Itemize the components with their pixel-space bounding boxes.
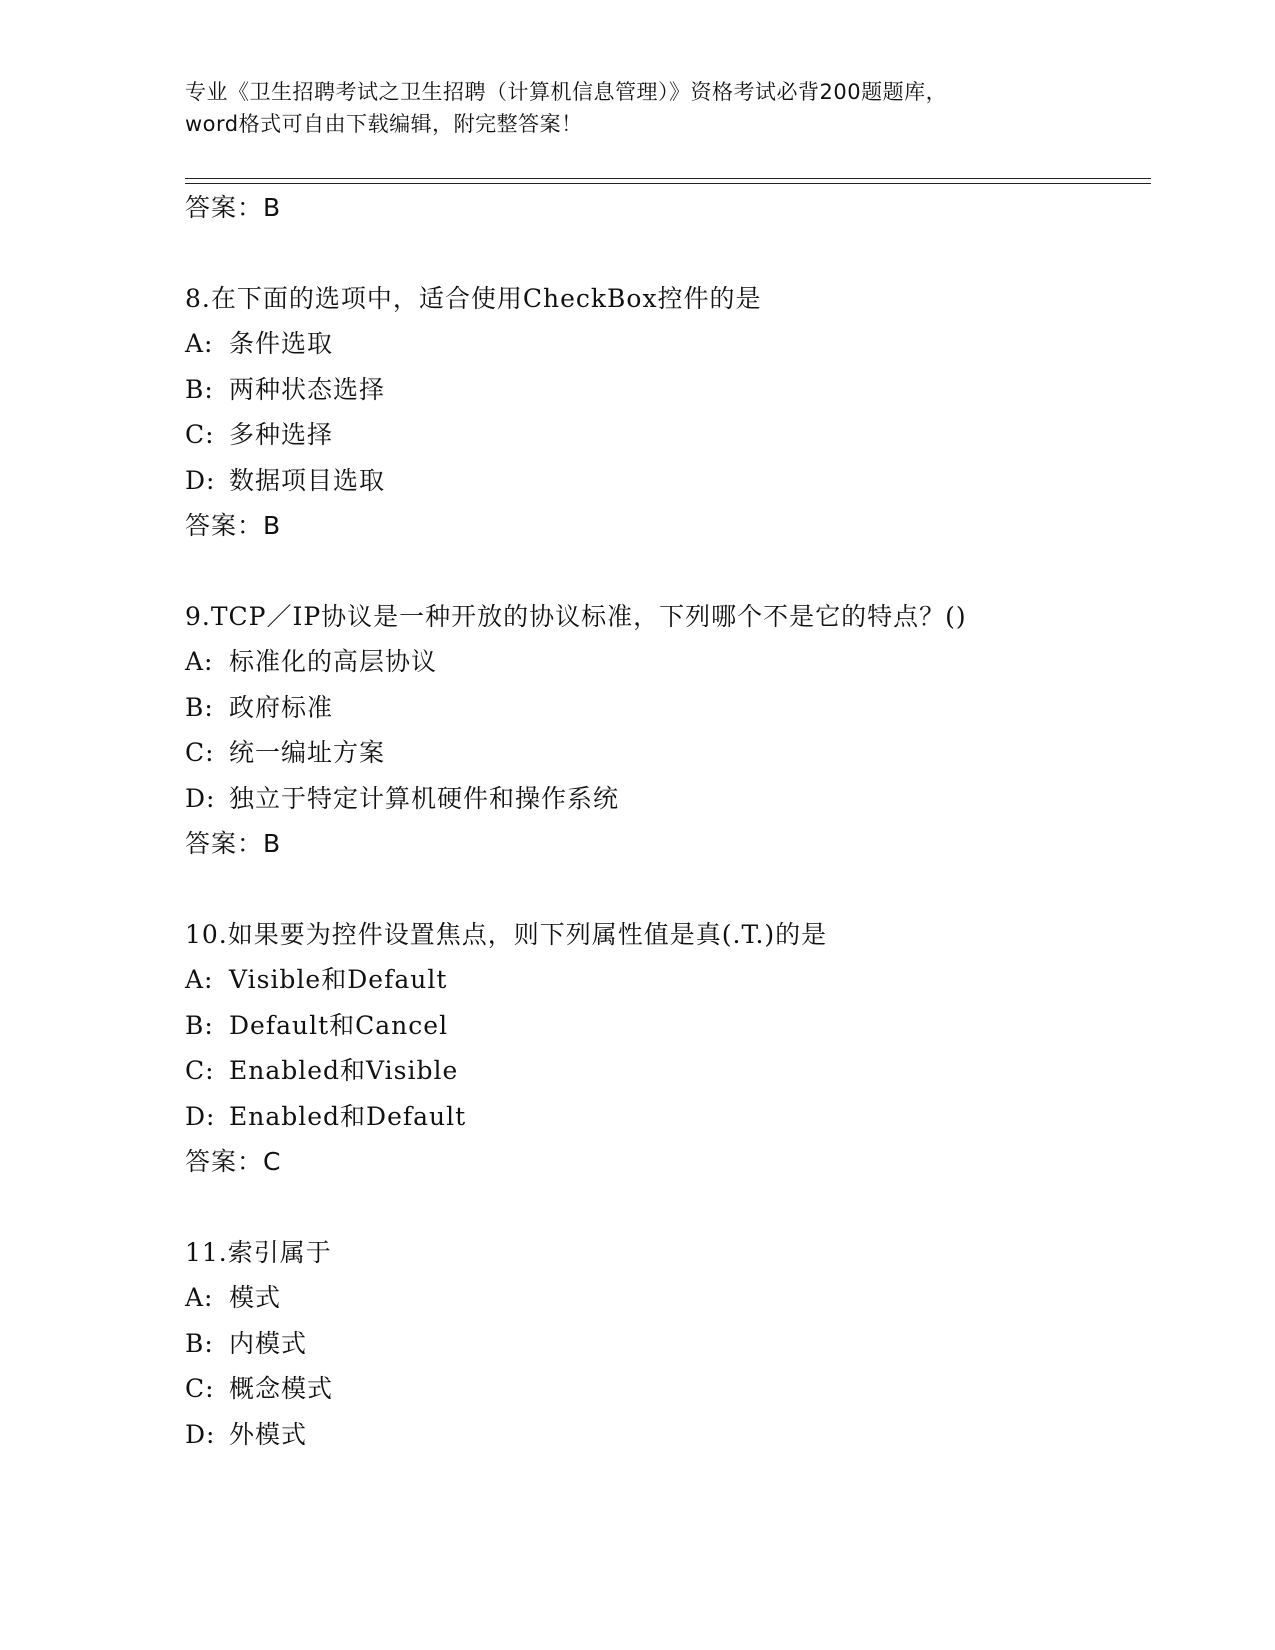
option-text: 外模式 (229, 1419, 308, 1449)
option-a (185, 639, 1151, 685)
option-b (185, 1003, 1151, 1049)
answer-line (185, 1139, 1151, 1184)
option-c (185, 412, 1151, 458)
question-text: 8.在下面的选项中，适合使用CheckBox控件的是 (185, 284, 762, 313)
option-letter: A: (185, 1283, 214, 1312)
option-text: 独立于特定计算机硬件和操作系统 (229, 783, 620, 813)
answer-line (185, 503, 1151, 548)
question-text: 9.TCP／IP协议是一种开放的协议标准，下列哪个不是它的特点？() (185, 602, 967, 631)
option-text: Visible和Default (229, 965, 448, 994)
option-c (185, 1366, 1151, 1412)
answer-value: B (263, 829, 281, 858)
option-letter: C: (185, 1374, 215, 1403)
option-text: Default和Cancel (229, 1010, 449, 1040)
answer-label: 答案： (185, 1147, 264, 1176)
option-text: 概念模式 (229, 1374, 334, 1403)
header-divider-bottom (185, 183, 1151, 184)
option-text: 条件选取 (229, 329, 334, 358)
answer-label: 答案： (185, 829, 264, 858)
option-text: Enabled和Default (229, 1101, 467, 1131)
question-block (185, 912, 1151, 1184)
question-text: 11.索引属于 (185, 1238, 332, 1267)
header-divider-top (185, 178, 1151, 179)
option-text: 内模式 (229, 1328, 308, 1358)
option-c (185, 1048, 1151, 1094)
option-letter: D: (185, 1419, 216, 1449)
option-text: Enabled和Visible (229, 1056, 459, 1085)
question-block (185, 594, 1151, 866)
option-letter: D: (185, 1101, 216, 1131)
option-letter: A: (185, 329, 214, 358)
answer-value: B (263, 193, 281, 222)
option-letter: C: (185, 1056, 215, 1085)
option-letter: D: (185, 465, 216, 495)
option-letter: B: (185, 1328, 214, 1358)
answer-line (185, 821, 1151, 866)
option-letter: C: (185, 420, 215, 449)
option-letter: B: (185, 692, 214, 722)
option-letter: D: (185, 783, 216, 813)
option-c (185, 730, 1151, 776)
answer-line (185, 185, 1151, 230)
option-d (185, 1412, 1151, 1458)
option-letter: A: (185, 647, 214, 676)
header-line-1: 专业《卫生招聘考试之卫生招聘（计算机信息管理）》资格考试必背200题题库， (185, 80, 948, 104)
header-line-2: word格式可自由下载编辑，附完整答案！ (185, 112, 583, 136)
option-a (185, 321, 1151, 367)
option-text: 多种选择 (229, 420, 334, 449)
option-text: 政府标准 (229, 692, 334, 722)
option-letter: B: (185, 374, 214, 404)
answer-label: 答案： (185, 511, 264, 540)
spacer (185, 230, 1151, 276)
question-text: 10.如果要为控件设置焦点，则下列属性值是真(.T.)的是 (185, 920, 828, 949)
spacer (185, 548, 1151, 594)
question-block (185, 276, 1151, 548)
option-d (185, 776, 1151, 822)
option-b (185, 685, 1151, 731)
answer-value: B (263, 511, 281, 540)
option-d (185, 458, 1151, 504)
option-text: 两种状态选择 (229, 374, 386, 404)
option-letter: A: (185, 965, 214, 994)
option-letter: C: (185, 738, 215, 767)
option-text: 数据项目选取 (229, 465, 386, 495)
option-text: 标准化的高层协议 (229, 647, 438, 676)
option-b (185, 367, 1151, 413)
document-header (185, 76, 1085, 140)
answer-value: C (263, 1147, 281, 1176)
question-list (185, 185, 1151, 1457)
option-text: 模式 (229, 1283, 282, 1312)
option-a (185, 957, 1151, 1003)
answer-label: 答案： (185, 193, 264, 222)
option-d (185, 1094, 1151, 1140)
question-block (185, 1230, 1151, 1457)
option-a (185, 1275, 1151, 1321)
spacer (185, 866, 1151, 912)
option-b (185, 1321, 1151, 1367)
option-text: 统一编址方案 (229, 738, 386, 767)
option-letter: B: (185, 1010, 214, 1040)
spacer (185, 1184, 1151, 1230)
